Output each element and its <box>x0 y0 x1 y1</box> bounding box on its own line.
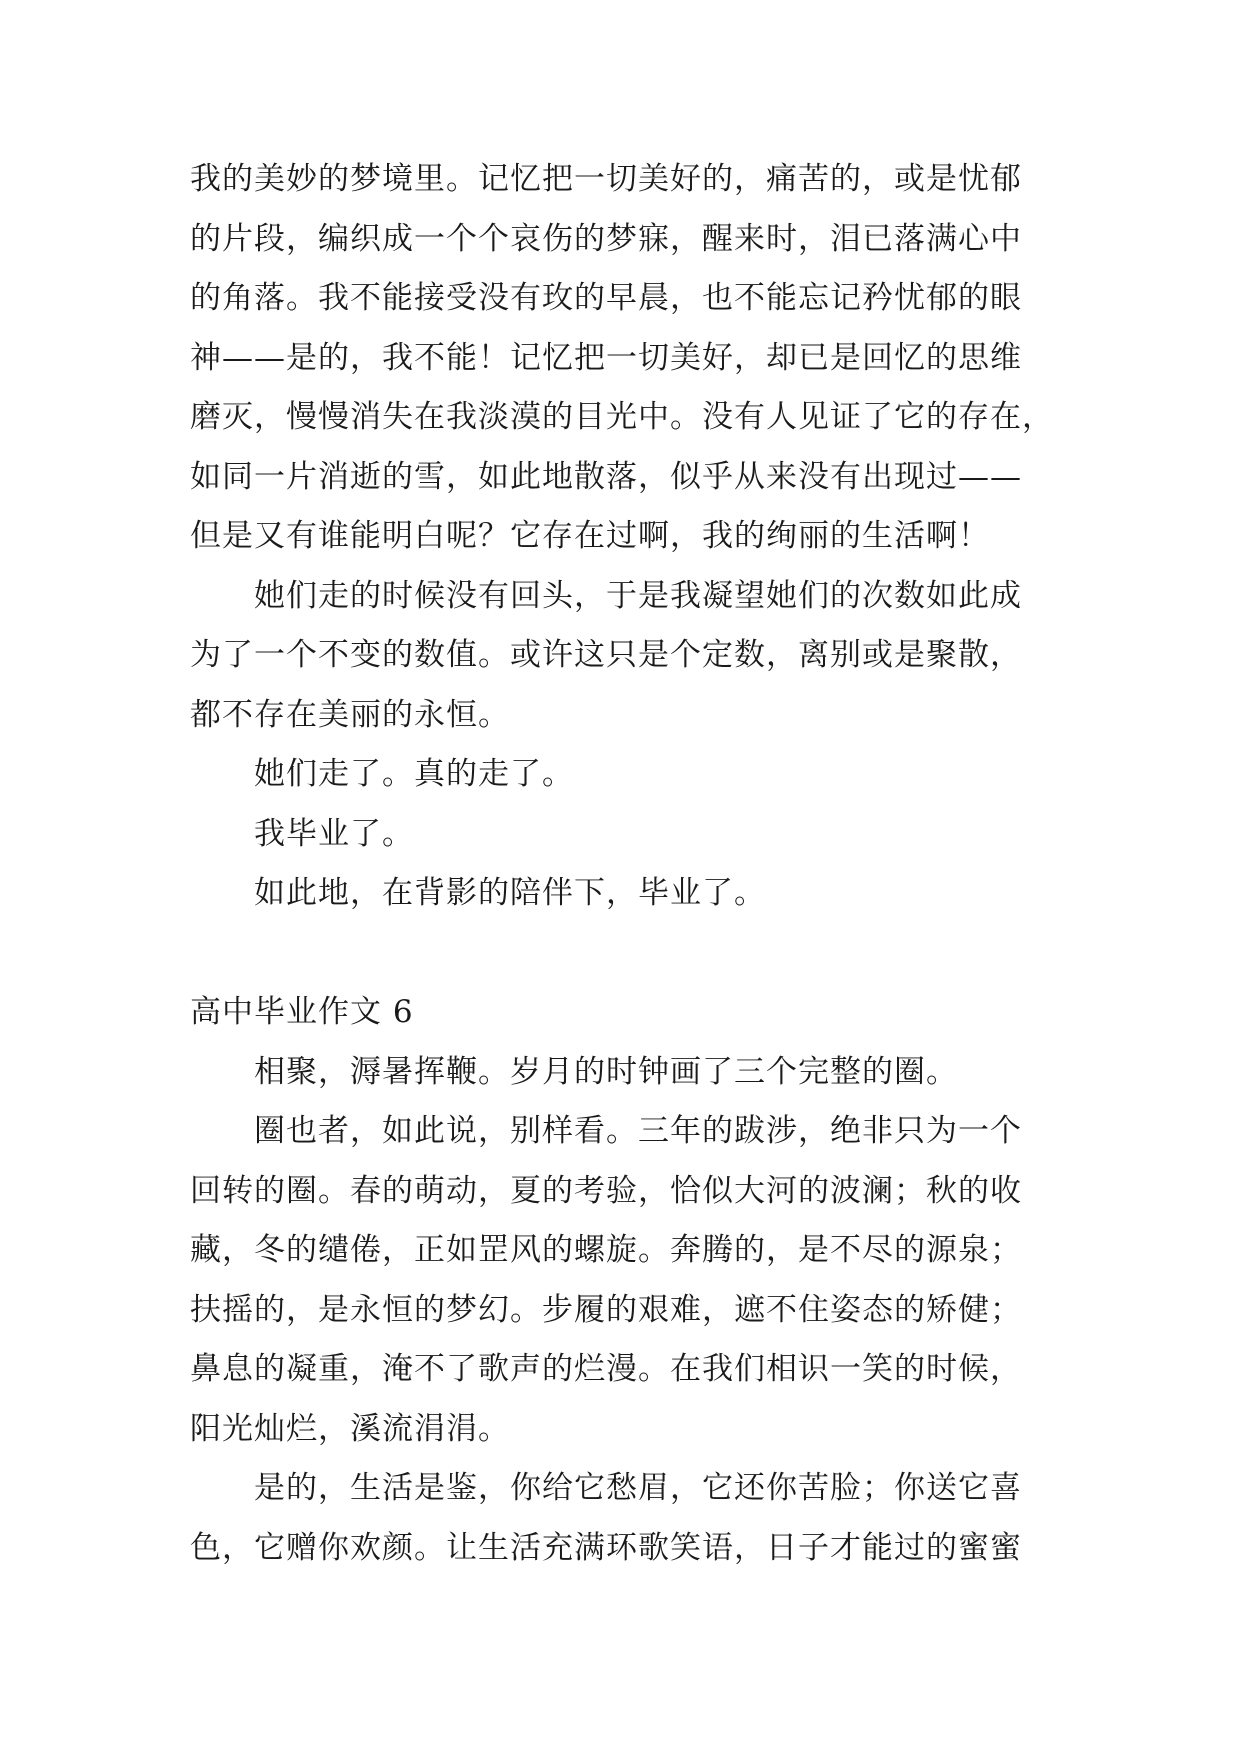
paragraph: 相聚，溽暑挥鞭。岁月的时钟画了三个完整的圈。 <box>254 1053 958 1090</box>
text-line: 的片段，编织成一个个哀伤的梦寐，醒来时，泪已落满心中 <box>190 220 1022 257</box>
paragraph: 如此地，在背影的陪伴下，毕业了。 <box>254 875 766 911</box>
paragraph: 她们走了。真的走了。 <box>254 756 574 792</box>
text-line: 鼻息的凝重，淹不了歌声的烂漫。在我们相识一笑的时候， <box>190 1351 1022 1387</box>
text-line: 圈也者，如此说，别样看。三年的跋涉，绝非只为一个 <box>254 1113 1022 1149</box>
text-line: 她们走的时候没有回头，于是我凝望她们的次数如此成 <box>254 577 1022 614</box>
text-line: 都不存在美丽的永恒。 <box>190 696 510 733</box>
text-line: 但是又有谁能明白呢？它存在过啊，我的绚丽的生活啊！ <box>190 518 990 554</box>
text-line: 是的，生活是鉴，你给它愁眉，它还你苦脸；你送它喜 <box>254 1470 1022 1506</box>
text-line: 扶摇的，是永恒的梦幻。步履的艰难，遮不住姿态的矫健； <box>190 1291 1022 1328</box>
text-line: 色，它赠你欢颜。让生活充满环歌笑语，日子才能过的蜜蜜 <box>190 1529 1022 1566</box>
text-line: 神——是的，我不能！记忆把一切美好，却已是回忆的思维 <box>190 339 1022 376</box>
paragraph: 我毕业了。 <box>254 815 414 852</box>
section-title: 高中毕业作文 6 <box>190 994 414 1030</box>
text-line: 我的美妙的梦境里。记忆把一切美好的，痛苦的，或是忧郁 <box>190 161 1022 197</box>
text-line: 如同一片消逝的雪，如此地散落，似乎从来没有出现过—— <box>190 458 1022 495</box>
text-line: 阳光灿烂，溪流涓涓。 <box>190 1410 510 1447</box>
text-line: 的角落。我不能接受没有玫的早晨，也不能忘记矜忧郁的眼 <box>190 280 1022 316</box>
text-line: 藏，冬的缱倦，正如罡风的螺旋。奔腾的，是不尽的源泉； <box>190 1232 1022 1268</box>
text-line: 磨灭，慢慢消失在我淡漠的目光中。没有人见证了它的存在， <box>190 399 1054 435</box>
blank-line <box>190 924 1060 984</box>
text-line: 回转的圈。春的萌动，夏的考验，恰似大河的波澜；秋的收 <box>190 1172 1022 1209</box>
document-body <box>190 150 1060 1578</box>
text-line: 为了一个不变的数值。或许这只是个定数，离别或是聚散， <box>190 637 1022 673</box>
